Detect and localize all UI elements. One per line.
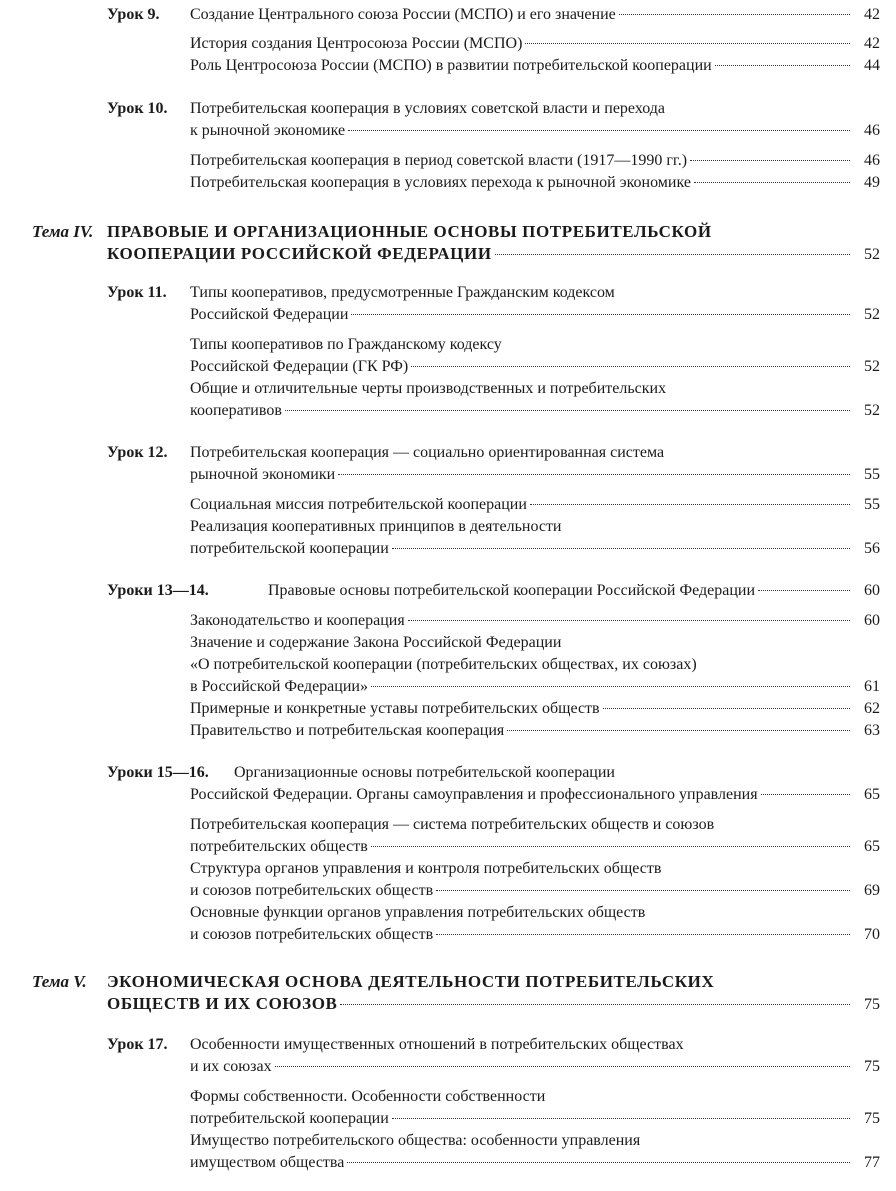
- topic-5-label: Тема V.: [32, 972, 87, 991]
- toc-subentry[interactable]: [190, 700, 880, 718]
- dot-leader: [619, 14, 850, 15]
- subentry-line-1: Реализация кооперативных принципов в деятельности: [190, 518, 562, 535]
- page-number: 69: [864, 882, 880, 899]
- entry-title: История создания Центросоюза России (МСПО): [190, 35, 523, 52]
- page-number: 60: [864, 612, 880, 629]
- topic-title-line-1: ПРАВОВЫЕ И ОРГАНИЗАЦИОННЫЕ ОСНОВЫ ПОТРЕБИТЕЛЬСКОЙ: [107, 222, 712, 241]
- toc-entry[interactable]: [190, 1058, 880, 1076]
- entry-title: и союзов потребительских обществ: [190, 882, 434, 899]
- page-number: 62: [864, 700, 880, 717]
- toc-subentry[interactable]: [190, 35, 880, 53]
- page-number: 65: [864, 838, 880, 855]
- entry-title: имуществом общества: [190, 1154, 345, 1171]
- entry-title: и их союзах: [190, 1058, 272, 1075]
- toc-subentry[interactable]: [190, 152, 880, 170]
- page-number: 75: [864, 996, 880, 1013]
- toc-subentry[interactable]: [190, 1110, 880, 1128]
- toc-subentry[interactable]: [190, 838, 880, 856]
- dot-leader: [371, 686, 850, 687]
- page-number: 46: [864, 152, 880, 169]
- dot-leader: [603, 708, 850, 709]
- entry-title: Российской Федерации: [190, 306, 349, 323]
- page-number: 52: [864, 358, 880, 375]
- dot-leader: [690, 160, 850, 161]
- page-number: 63: [864, 722, 880, 739]
- toc-subentry[interactable]: [190, 1154, 880, 1172]
- subentry-line-2: «О потребительской кооперации (потребительских обществах, их союзах): [190, 656, 697, 673]
- page-number: 42: [864, 6, 880, 23]
- page-number: 65: [864, 786, 880, 803]
- topic-title-line-1: ЭКОНОМИЧЕСКАЯ ОСНОВА ДЕЯТЕЛЬНОСТИ ПОТРЕБИТЕЛЬСКИХ: [107, 972, 715, 991]
- entry-title: и союзов потребительских обществ: [190, 926, 434, 943]
- entry-title: Примерные и конкретные уставы потребительских обществ: [190, 700, 600, 717]
- entry-title: Российской Федерации (ГК РФ): [190, 358, 409, 375]
- page-number: 55: [864, 466, 880, 483]
- entry-title: Потребительская кооперация в период советской власти (1917—1990 гг.): [190, 152, 688, 169]
- entry-title: потребительской кооперации: [190, 540, 389, 557]
- toc-topic-entry[interactable]: [107, 994, 880, 1014]
- dot-leader: [338, 474, 850, 475]
- entry-title: Роль Центросоюза России (МСПО) в развитии потребительской кооперации: [190, 57, 712, 74]
- lesson-17-label: Урок 17.: [107, 1036, 168, 1053]
- entry-title: Правовые основы потребительской кооперации Российской Федерации: [268, 582, 756, 599]
- page-number: 56: [864, 540, 880, 557]
- entry-title: Российской Федерации. Органы самоуправления и профессионального управления: [190, 786, 758, 803]
- page-number: 75: [864, 1110, 880, 1127]
- toc-entry[interactable]: [190, 786, 880, 804]
- toc-subentry[interactable]: [190, 402, 880, 420]
- dot-leader: [347, 1162, 850, 1163]
- dot-leader: [285, 410, 850, 411]
- page-number: 52: [864, 402, 880, 419]
- page-number: 55: [864, 496, 880, 513]
- subentry-line-1: Имущество потребительского общества: особенности управления: [190, 1132, 641, 1149]
- dot-leader: [340, 1004, 850, 1005]
- dot-leader: [392, 1118, 850, 1119]
- page-number: 77: [864, 1154, 880, 1171]
- dot-leader: [348, 130, 850, 131]
- toc-entry[interactable]: [268, 582, 880, 600]
- entry-title: Правительство и потребительская кооперация: [190, 722, 505, 739]
- subentry-line-1: Структура органов управления и контроля потребительских обществ: [190, 860, 662, 877]
- subentry-line-1: Значение и содержание Закона Российской Федерации: [190, 634, 562, 651]
- toc-entry[interactable]: [190, 6, 880, 24]
- dot-leader: [436, 934, 850, 935]
- entry-title: рыночной экономики: [190, 466, 336, 483]
- dot-leader: [392, 548, 850, 549]
- subentry-line-1: Основные функции органов управления потребительских обществ: [190, 904, 646, 921]
- toc-subentry[interactable]: [190, 722, 880, 740]
- lessons-15-16-label: Уроки 15—16.: [107, 764, 209, 781]
- entry-title: кооперативов: [190, 402, 282, 419]
- entry-title: потребительских обществ: [190, 838, 368, 855]
- subentry-line-1: Формы собственности. Особенности собственности: [190, 1088, 546, 1105]
- entry-title-line-1: Типы кооперативов, предусмотренные Гражданским кодексом: [190, 284, 615, 301]
- dot-leader: [495, 254, 850, 255]
- page-number: 75: [864, 1058, 880, 1075]
- page-number: 61: [864, 678, 880, 695]
- toc-entry[interactable]: [190, 122, 880, 140]
- page-number: 52: [864, 306, 880, 323]
- page-number: 49: [864, 174, 880, 191]
- dot-leader: [371, 846, 850, 847]
- page-number: 42: [864, 35, 880, 52]
- dot-leader: [694, 182, 850, 183]
- toc-subentry[interactable]: [190, 358, 880, 376]
- dot-leader: [408, 620, 850, 621]
- entry-title: Потребительская кооперация в условиях перехода к рыночной экономике: [190, 174, 691, 191]
- toc-subentry[interactable]: [190, 57, 880, 75]
- entry-title: Законодательство и кооперация: [190, 612, 405, 629]
- topic-title: КООПЕРАЦИИ РОССИЙСКОЙ ФЕДЕРАЦИИ: [107, 244, 492, 263]
- page-number: 70: [864, 926, 880, 943]
- subentry-line-1: Потребительская кооперация — система потребительских обществ и союзов: [190, 816, 715, 833]
- dot-leader: [761, 794, 850, 795]
- toc-subentry[interactable]: [190, 882, 880, 900]
- lesson-11-label: Урок 11.: [107, 284, 167, 301]
- page-number: 52: [864, 246, 880, 263]
- lessons-13-14-label: Уроки 13—14.: [107, 582, 209, 599]
- toc-subentry[interactable]: [190, 496, 880, 514]
- topic-4-label: Тема IV.: [32, 222, 94, 241]
- lesson-10-label: Урок 10.: [107, 100, 168, 117]
- dot-leader: [758, 590, 850, 591]
- lesson-9-label: Урок 9.: [107, 6, 160, 23]
- toc-topic-entry[interactable]: [107, 244, 880, 264]
- toc-subentry[interactable]: [190, 926, 880, 944]
- page-number: 60: [864, 582, 880, 599]
- dot-leader: [411, 366, 850, 367]
- dot-leader: [715, 65, 850, 66]
- subentry-line-1: Общие и отличительные черты производственных и потребительских: [190, 380, 667, 397]
- page-number: 44: [864, 57, 880, 74]
- page-number: 46: [864, 122, 880, 139]
- entry-title: в Российской Федерации»: [190, 678, 368, 695]
- entry-title: Социальная миссия потребительской кооперации: [190, 496, 527, 513]
- dot-leader: [525, 43, 850, 44]
- entry-title-line-1: Организационные основы потребительской кооперации: [234, 764, 615, 781]
- dot-leader: [275, 1066, 850, 1067]
- toc-subentry[interactable]: [190, 678, 880, 696]
- dot-leader: [507, 730, 850, 731]
- entry-title: к рыночной экономике: [190, 122, 346, 139]
- entry-title-line-1: Особенности имущественных отношений в потребительских обществах: [190, 1036, 684, 1053]
- lesson-12-label: Урок 12.: [107, 444, 168, 461]
- toc-entry[interactable]: [190, 466, 880, 484]
- dot-leader: [436, 890, 850, 891]
- toc-subentry[interactable]: [190, 612, 880, 630]
- topic-title: ОБЩЕСТВ И ИХ СОЮЗОВ: [107, 994, 338, 1013]
- entry-title-line-1: Потребительская кооперация — социально ориентированная система: [190, 444, 665, 461]
- entry-title: потребительской кооперации: [190, 1110, 389, 1127]
- dot-leader: [530, 504, 850, 505]
- toc-entry[interactable]: [190, 306, 880, 324]
- entry-title-line-1: Потребительская кооперация в условиях советской власти и перехода: [190, 100, 665, 117]
- toc-subentry[interactable]: [190, 174, 880, 192]
- dot-leader: [351, 314, 850, 315]
- toc-subentry[interactable]: [190, 540, 880, 558]
- subentry-line-1: Типы кооперативов по Гражданскому кодексу: [190, 336, 502, 353]
- entry-title: Создание Центрального союза России (МСПО) и его значение: [190, 6, 616, 23]
